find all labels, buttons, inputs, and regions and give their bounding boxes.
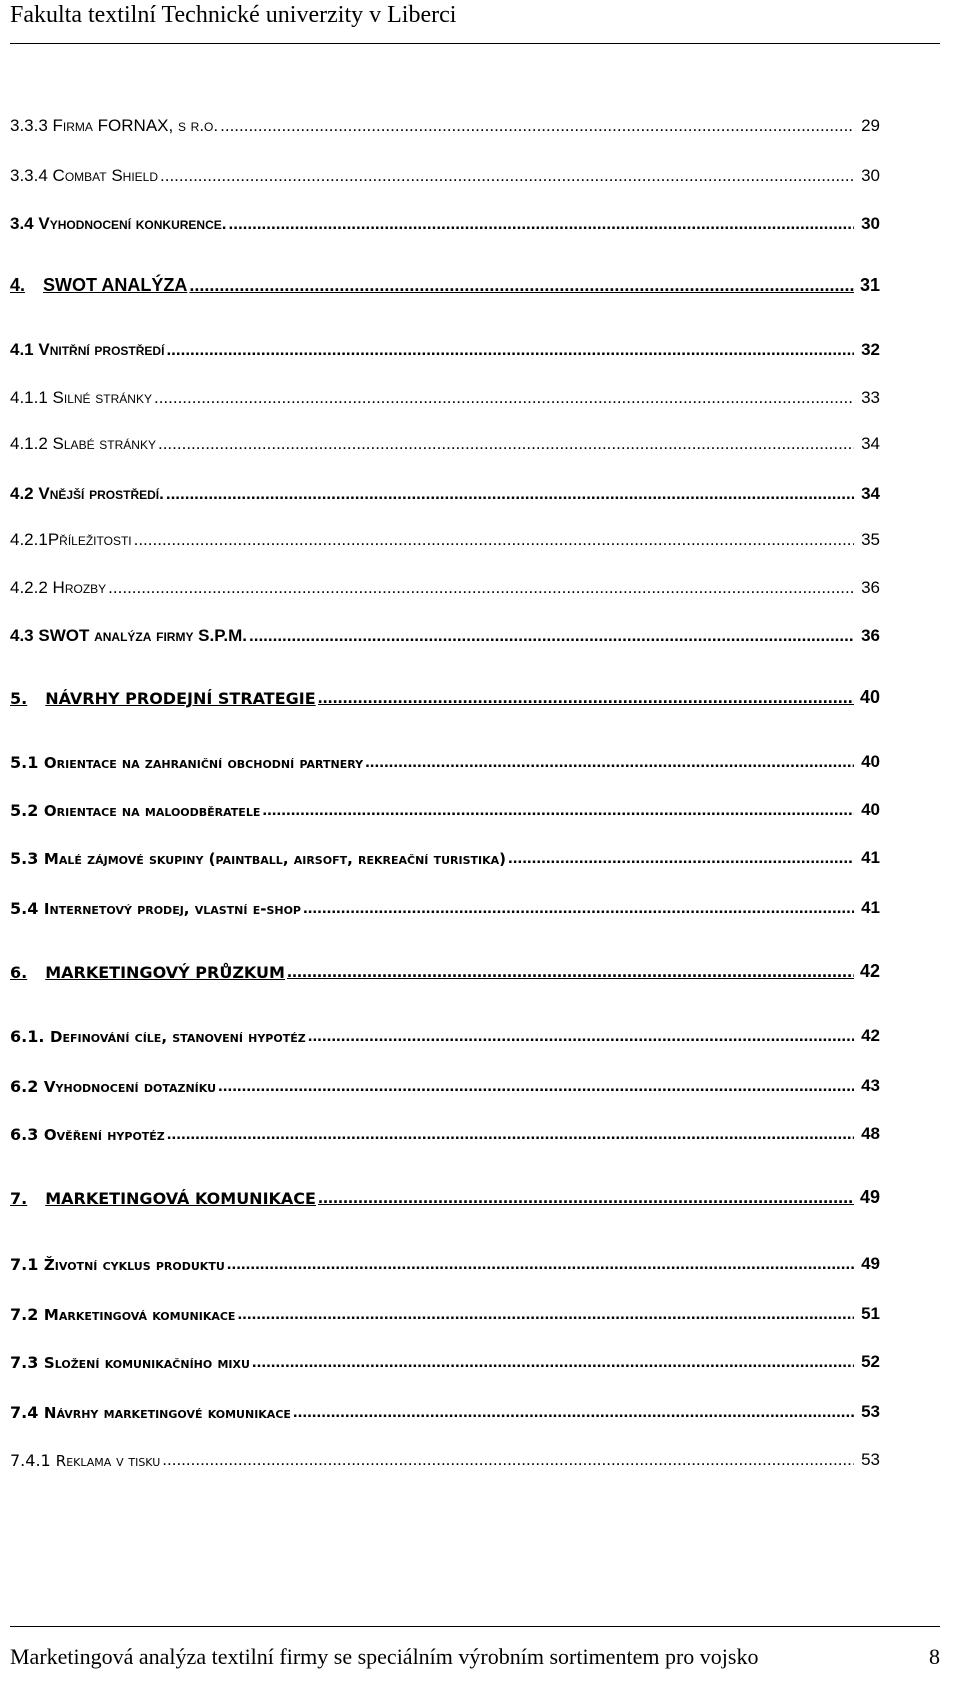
toc-entry-page: 40	[861, 752, 880, 771]
toc-entry-title: Reklama v tisku	[55, 1452, 161, 1470]
toc-entry[interactable]	[10, 424, 880, 454]
toc-entry-title: Hrozby	[52, 578, 107, 597]
header-rule	[10, 43, 940, 44]
toc-entry-number: 3.4	[10, 214, 39, 233]
toc-entry-page: 53	[861, 1450, 880, 1469]
toc-entry-number: 6.1.	[10, 1027, 50, 1046]
toc-entry-title: MARKETINGOVÝ PRŮZKUM	[45, 963, 285, 982]
footer-page-number: 8	[929, 1644, 940, 1669]
toc-dot-leader	[287, 961, 854, 982]
toc-entry-title: Internetový prodej, vlastní e-shop	[43, 900, 301, 918]
toc-dot-leader	[166, 340, 854, 360]
toc-entry-title: Příležitosti	[47, 530, 132, 549]
toc-entry[interactable]	[10, 106, 880, 136]
toc-dot-leader	[189, 275, 854, 296]
toc-entry-title: SWOT analýza firmy S.P.M.	[38, 626, 247, 645]
toc-entry-page: 53	[861, 1402, 880, 1421]
toc-entry-number: 4.1.1	[10, 388, 53, 407]
toc-entry-number: 6.2	[10, 1077, 44, 1096]
toc-entry[interactable]	[10, 1294, 880, 1324]
toc-dot-leader	[227, 1254, 854, 1274]
toc-dot-leader	[218, 1076, 854, 1096]
toc-entry-title: Vnější prostředí.	[38, 484, 164, 503]
toc-entry-number: 7.1	[10, 1255, 44, 1274]
toc-dot-leader	[308, 1026, 854, 1046]
toc-entry[interactable]	[10, 266, 880, 296]
toc-entry-number: 6.3	[10, 1125, 44, 1144]
toc-entry-number: 4.2.1	[10, 530, 48, 549]
toc-entry-page: 36	[861, 626, 880, 645]
toc-entry[interactable]	[10, 888, 880, 918]
toc-entry-number: 7.2	[10, 1305, 44, 1324]
footer-text: Marketingová analýza textilní firmy se speciálním výrobním sortimentem pro vojsko	[10, 1644, 759, 1669]
toc-entry-title: Marketingová komunikace	[43, 1306, 236, 1324]
toc-entry[interactable]	[10, 156, 880, 186]
toc-dot-leader	[158, 434, 854, 454]
toc-entry[interactable]	[10, 1440, 880, 1470]
toc-entry-number: 7.	[10, 1189, 28, 1208]
toc-entry-title: Combat Shield	[52, 166, 159, 185]
toc-entry-title: Vyhodnocení dotazníku	[43, 1078, 217, 1096]
toc-entry[interactable]	[10, 568, 880, 598]
toc-entry[interactable]	[10, 330, 880, 360]
toc-dot-leader	[134, 530, 854, 550]
toc-entry[interactable]	[10, 952, 880, 982]
toc-entry-page: 40	[861, 800, 880, 819]
toc-entry-page: 49	[859, 1187, 880, 1207]
toc-entry-page: 48	[861, 1124, 880, 1143]
toc-entry-page: 40	[859, 687, 880, 707]
toc-entry-number: 4.2.2	[10, 578, 53, 597]
toc-entry-page: 34	[861, 484, 880, 503]
toc-entry-number: 6.	[10, 963, 28, 982]
toc-entry-page: 41	[861, 898, 880, 917]
toc-entry-number: 3.3.3	[10, 116, 53, 135]
toc-entry-title: Orientace na zahraniční obchodní partnery	[43, 754, 364, 772]
toc-dot-leader	[220, 116, 854, 136]
toc-entry-number: 4.1	[10, 340, 39, 359]
footer-rule	[10, 1626, 940, 1627]
toc-entry-number: 5.1	[10, 753, 44, 772]
toc-entry-number: 7.3	[10, 1353, 44, 1372]
toc-entry-number: 5.2	[10, 801, 44, 820]
toc-entry-title: Vnitřní prostředí	[38, 340, 165, 359]
toc-entry[interactable]	[10, 474, 880, 504]
toc-entry[interactable]	[10, 616, 880, 646]
page-header	[10, 0, 940, 30]
toc-entry-page: 33	[861, 388, 880, 407]
toc-entry[interactable]	[10, 1392, 880, 1422]
toc-entry[interactable]	[10, 742, 880, 772]
toc-dot-leader	[318, 1187, 854, 1208]
toc-entry-number: 3.3.4	[10, 166, 53, 185]
toc-entry-title: Orientace na maloodběratele	[43, 802, 261, 820]
toc-entry-title: Firma FORNAX, s r.o.	[52, 116, 219, 135]
toc-dot-leader	[108, 578, 854, 598]
toc-dot-leader	[252, 1352, 854, 1372]
toc-dot-leader	[160, 166, 854, 186]
toc-entry-title: Silné stránky	[52, 388, 152, 407]
toc-entry[interactable]	[10, 1342, 880, 1372]
toc-entry-number: 5.	[10, 689, 28, 708]
toc-entry[interactable]	[10, 1066, 880, 1096]
toc-entry-page: 30	[861, 166, 880, 185]
toc-entry-title: Návrhy marketingové komunikace	[43, 1404, 291, 1422]
toc-dot-leader	[365, 752, 854, 772]
toc-entry-page: 30	[861, 214, 880, 233]
toc-entry-number: 4.	[10, 275, 26, 295]
toc-entry-page: 52	[861, 1352, 880, 1371]
toc-dot-leader	[262, 800, 854, 820]
toc-entry-title: Životní cyklus produktu	[43, 1256, 225, 1274]
toc-entry-number: 7.4	[10, 1403, 44, 1422]
toc-dot-leader	[162, 1450, 854, 1470]
toc-entry-title: Vyhodnocení konkurence.	[38, 214, 227, 233]
toc-dot-leader	[508, 848, 854, 868]
toc-dot-leader	[318, 687, 854, 708]
toc-dot-leader	[167, 1124, 854, 1144]
toc-entry-page: 51	[861, 1304, 880, 1323]
toc-entry[interactable]	[10, 678, 880, 708]
toc-entry-page: 41	[861, 848, 880, 867]
toc-entry-page: 32	[861, 340, 880, 359]
toc-entry-page: 49	[861, 1254, 880, 1273]
toc-dot-leader	[154, 388, 854, 408]
toc-entry-page: 31	[859, 275, 880, 295]
toc-entry-number: 7.4.1	[10, 1451, 56, 1470]
toc-entry-title: Ověření hypotéz	[43, 1126, 165, 1144]
toc-entry-number: 4.1.2	[10, 434, 53, 453]
toc-dot-leader	[166, 484, 854, 504]
header-title: Fakulta textilní Technické univerzity v Liberci	[10, 2, 457, 28]
toc-entry[interactable]	[10, 1244, 880, 1274]
toc-entry[interactable]	[10, 1178, 880, 1208]
toc-entry-title: Slabé stránky	[52, 434, 156, 453]
toc-entry-title: SWOT ANALÝZA	[43, 275, 188, 295]
toc-entry-title: Definování cíle, stanovení hypotéz	[50, 1028, 306, 1046]
toc-entry-page: 35	[861, 530, 880, 549]
toc-entry[interactable]	[10, 520, 880, 550]
toc-dot-leader	[237, 1304, 854, 1324]
toc-entry-page: 42	[859, 961, 880, 981]
toc-entry[interactable]	[10, 838, 880, 868]
toc-entry-title: Malé zájmové skupiny (paintball, airsoft, rekreační turistika)	[43, 850, 507, 868]
toc-dot-leader	[293, 1402, 854, 1422]
toc-entry-title: Složení komunikačního mixu	[43, 1354, 250, 1372]
toc-entry-page: 42	[861, 1026, 880, 1045]
toc-entry-number: 4.2	[10, 484, 39, 503]
toc-entry-page: 29	[861, 116, 880, 135]
toc-entry[interactable]	[10, 1016, 880, 1046]
toc-dot-leader	[249, 626, 854, 646]
toc-dot-leader	[303, 898, 854, 918]
toc-dot-leader	[229, 214, 855, 234]
toc-entry-number: 5.3	[10, 849, 44, 868]
toc-entry-page: 43	[861, 1076, 880, 1095]
toc-entry[interactable]	[10, 1114, 880, 1144]
toc-entry-page: 36	[861, 578, 880, 597]
toc-entry-number: 4.3	[10, 626, 39, 645]
toc-entry[interactable]	[10, 790, 880, 820]
toc-entry-page: 34	[861, 434, 880, 453]
toc-entry-title: NÁVRHY PRODEJNÍ STRATEGIE	[45, 689, 316, 708]
toc-entry[interactable]	[10, 204, 880, 234]
toc-entry-number: 5.4	[10, 899, 44, 918]
toc-entry[interactable]	[10, 378, 880, 408]
toc-entry-title: MARKETINGOVÁ KOMUNIKACE	[45, 1189, 316, 1208]
